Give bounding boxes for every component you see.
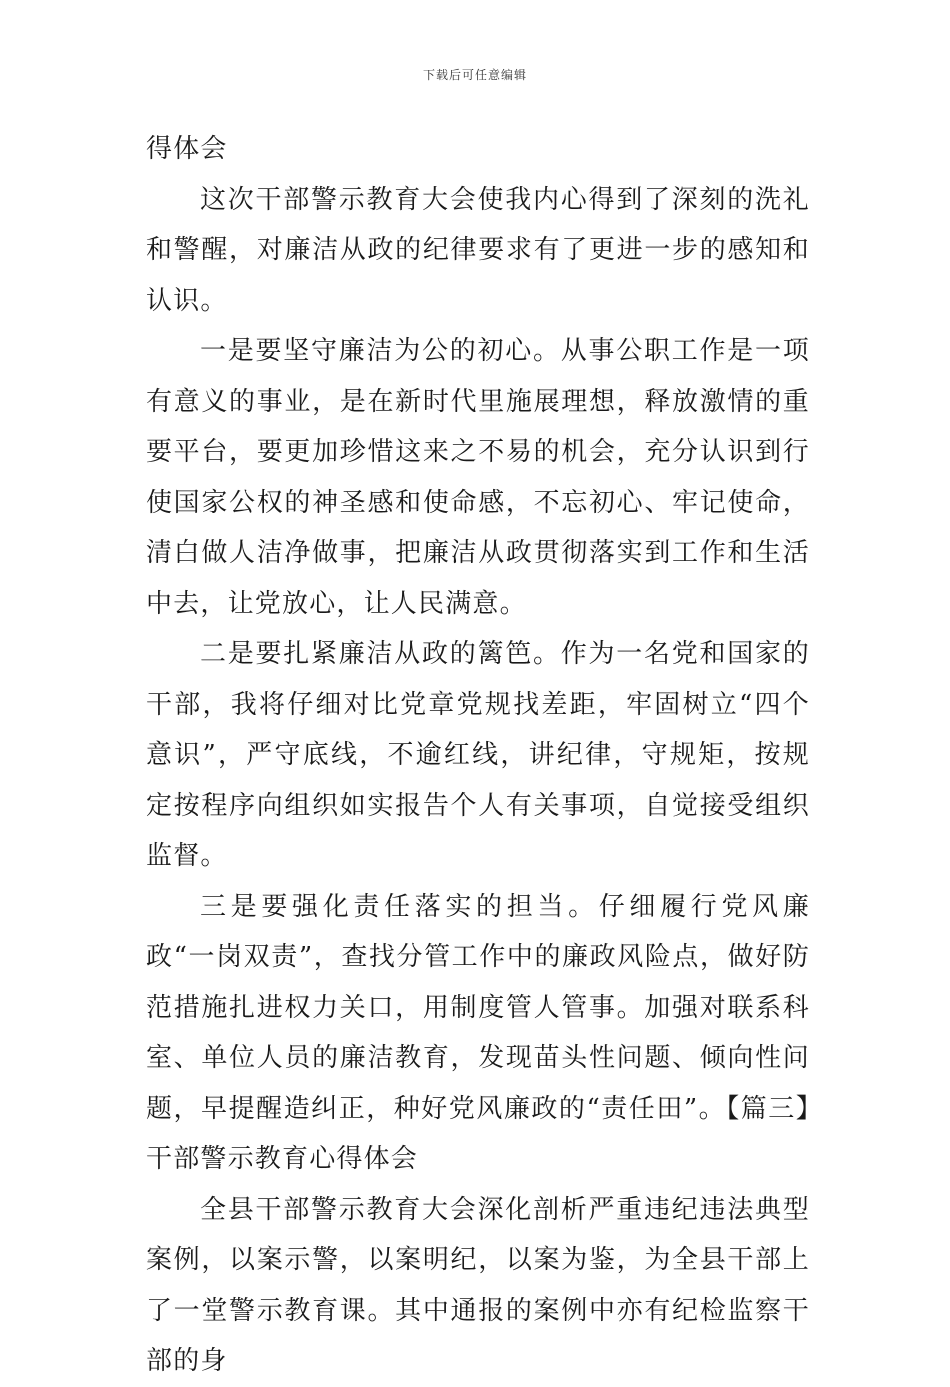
paragraph-title-continuation: 得体会 bbox=[146, 134, 228, 164]
paragraph-section-three: 全县干部警示教育大会深化剖析严重违纪违法典型案例，以案示警，以案明纪，以案为鉴，为全县干部上了一堂警示教育课。其中通报的案例中亦有纪检监察干部的身 bbox=[146, 1194, 810, 1376]
paragraph-point-three: 三是要强化责任落实的担当。仔细履行党风廉政“一岗双责”，查找分管工作中的廉政风险点，做好防范措施扎进权力关口，用制度管人管事。加强对联系科室、单位人员的廉洁教育，发现苗头性问题、倾向性问题，早提醒造纠正，种好党风廉政的“责任田”。【篇三】干部警示教育心得体会 bbox=[146, 891, 810, 1174]
document-body bbox=[146, 124, 810, 1387]
paragraph-point-two: 二是要扎紧廉洁从政的篱笆。作为一名党和国家的干部，我将仔细对比党章党规找差距，牢固树立“四个意识”，严守底线，不逾红线，讲纪律，守规矩，按规定按程序向组织如实报告个人有关事项，自觉接受组织监督。 bbox=[146, 639, 810, 871]
header-note: 下载后可任意编辑 bbox=[422, 68, 527, 82]
paragraph-intro: 这次干部警示教育大会使我内心得到了深刻的洗礼和警醒，对廉洁从政的纪律要求有了更进一步的感知和认识。 bbox=[146, 184, 810, 316]
paragraph-point-one: 一是要坚守廉洁为公的初心。从事公职工作是一项有意义的事业，是在新时代里施展理想，释放激情的重要平台，要更加珍惜这来之不易的机会，充分认识到行使国家公权的神圣感和使命感，不忘初心、牢记使命，清白做人洁净做事，把廉洁从政贯彻落实到工作和生活中去，让党放心，让人民满意。 bbox=[146, 336, 810, 619]
